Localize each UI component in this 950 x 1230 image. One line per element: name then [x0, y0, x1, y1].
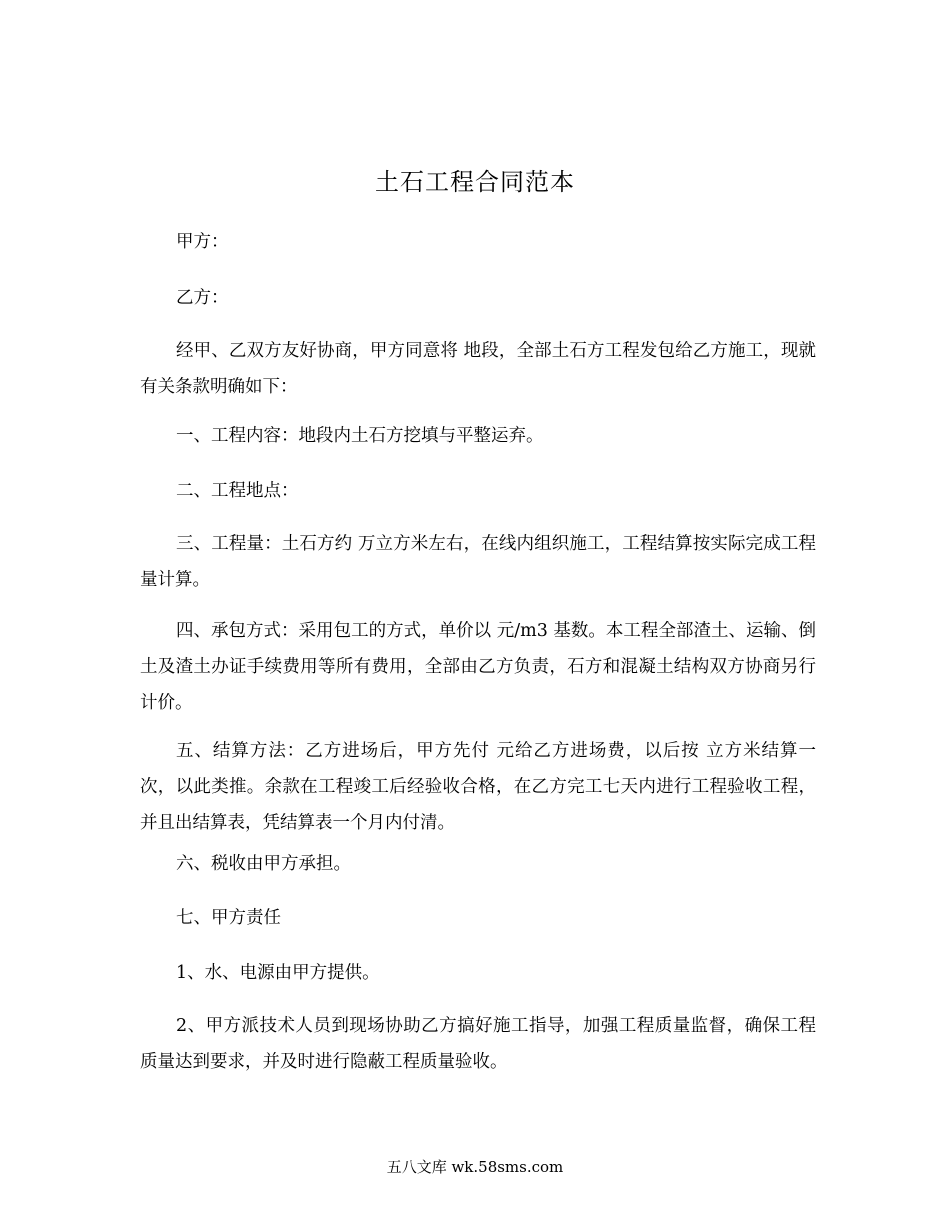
clause-4: 四、承包方式：采用包工的方式，单价以 元/m3 基数。本工程全部渣土、运输、倒土及渣土办证手续费用等所有费用，全部由乙方负责，石方和混凝土结构双方协商另行计价。: [140, 621, 816, 713]
clause-7-heading: 七、甲方责任: [176, 908, 281, 928]
intro-paragraph: 经甲、乙双方友好协商，甲方同意将 地段，全部土石方工程发包给乙方施工，现就有关条款明确如下：: [140, 341, 816, 397]
clause-5: 五、结算方法：乙方进场后，甲方先付 元给乙方进场费，以后按 立方米结算一次，以此类推。余款在工程竣工后经验收合格，在乙方完工七天内进行工程验收工程，并且出结算表，凭结算表一个月内付清。: [140, 741, 816, 833]
footer-watermark: 五八文库 wk.58sms.com: [386, 1158, 564, 1176]
clause-1: 一、工程内容：地段内土石方挖填与平整运弃。: [176, 426, 544, 446]
clause-3: 三、工程量：土石方约 万立方米左右，在线内组织施工，工程结算按实际完成工程量计算。: [140, 534, 816, 590]
document-title: 土石工程合同范本: [375, 168, 575, 196]
party-a-line: 甲方：: [176, 232, 229, 252]
clause-6: 六、税收由甲方承担。: [176, 854, 351, 874]
clause-2: 二、工程地点：: [176, 481, 299, 501]
clause-7-item-1: 1、水、电源由甲方提供。: [176, 963, 380, 983]
party-b-line: 乙方：: [176, 288, 229, 308]
clause-7-item-2: 2、甲方派技术人员到现场协助乙方搞好施工指导，加强工程质量监督，确保工程质量达到要求，并及时进行隐蔽工程质量验收。: [140, 1016, 816, 1072]
